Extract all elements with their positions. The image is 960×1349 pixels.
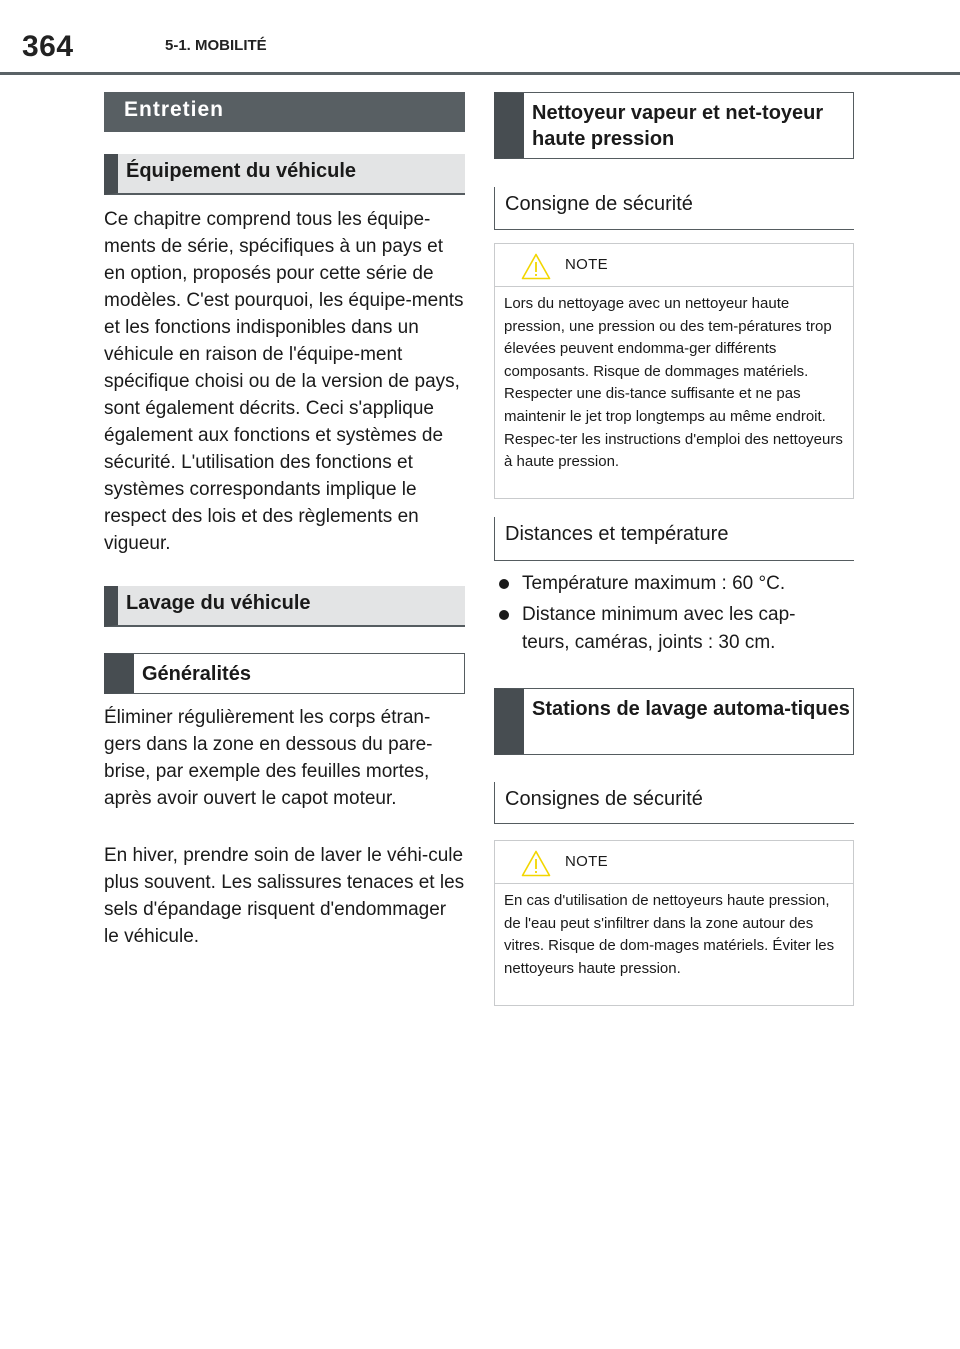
warning-triangle-icon (521, 850, 551, 877)
heading-entretien: Entretien (104, 92, 465, 132)
list-item-text: Température maximum : 60 °C. (522, 573, 786, 594)
paragraph-generalites-2: En hiver, prendre soin de laver le véhi-cule plus souvent. Les salissures tenaces et les sels d'épandage risquent d'endommager le véhicule. (104, 845, 465, 947)
heading-generalites: Généralités (104, 653, 465, 694)
heading-lavage-vehicule: Lavage du véhicule (104, 586, 465, 627)
heading-consignes-securite: Consignes de sécurité (494, 782, 854, 824)
heading-nettoyeur-haute-pression: Nettoyeur vapeur et net-toyeur haute pression (494, 92, 854, 159)
paragraph-generalites-1: Éliminer régulièrement les corps étran-gers dans la zone en dessous du pare-brise, par exemple des feuilles mortes, après avoir ouvert le capot moteur. (104, 707, 433, 809)
bullet-icon (499, 610, 509, 620)
note-text: En cas d'utilisation de nettoyeurs haute pression, de l'eau peut s'infiltrer dans la zone autour des vitres. Risque de dom-mages matériels. Éviter les nettoyeurs haute pression. (504, 892, 835, 977)
note-header (495, 244, 853, 287)
paragraph-equipement: Ce chapitre comprend tous les équipe-ments de série, spécifiques à un pays et en option, proposés pour cette série de modèles. C'est pourquoi, les équipe-ments et les fonctions indisponibles dans un véhicule en raison de l'équipe-ment spécifique choisi ou de la version de pays, sont également décrits. Ceci s'applique également aux fonctions et systèmes de sécurité. L'utilisation des fonctions et systèmes correspondants implique le respect des lois et des règlements en vigueur. (104, 209, 464, 554)
bullet-icon (499, 579, 509, 589)
page-number: 364 (22, 30, 74, 63)
warning-triangle-icon (521, 253, 551, 280)
note-label: NOTE (565, 853, 608, 870)
heading-consigne-securite: Consigne de sécurité (494, 187, 854, 230)
section-title: 5-1. MOBILITÉ (165, 37, 267, 54)
page-header (0, 0, 960, 76)
note-header (495, 841, 853, 884)
header-rule (0, 72, 960, 75)
list-item (494, 570, 834, 600)
note-label: NOTE (565, 256, 608, 273)
heading-distances-temperature: Distances et température (494, 517, 854, 561)
note-box-vitres (494, 840, 854, 1006)
note-box-haute-pression (494, 243, 854, 499)
list-item-text: Distance minimum avec les cap-teurs, caméras, joints : 30 cm. (522, 604, 796, 653)
list-item (494, 601, 834, 659)
note-text: Lors du nettoyage avec un nettoyeur haute pression, une pression ou des tem-pératures trop élevées peuvent endomma-ger différents composants. Risque de dommages matériels. Respecter une dis-tance suffisante et ne pas maintenir le jet trop longtemps au même endroit. Respec-ter les instructions d'emploi des nettoyeurs à haute pression. (504, 295, 843, 471)
heading-equipement-vehicule: Équipement du véhicule (104, 154, 465, 195)
heading-stations-lavage: Stations de lavage automa-tiques (494, 688, 854, 755)
